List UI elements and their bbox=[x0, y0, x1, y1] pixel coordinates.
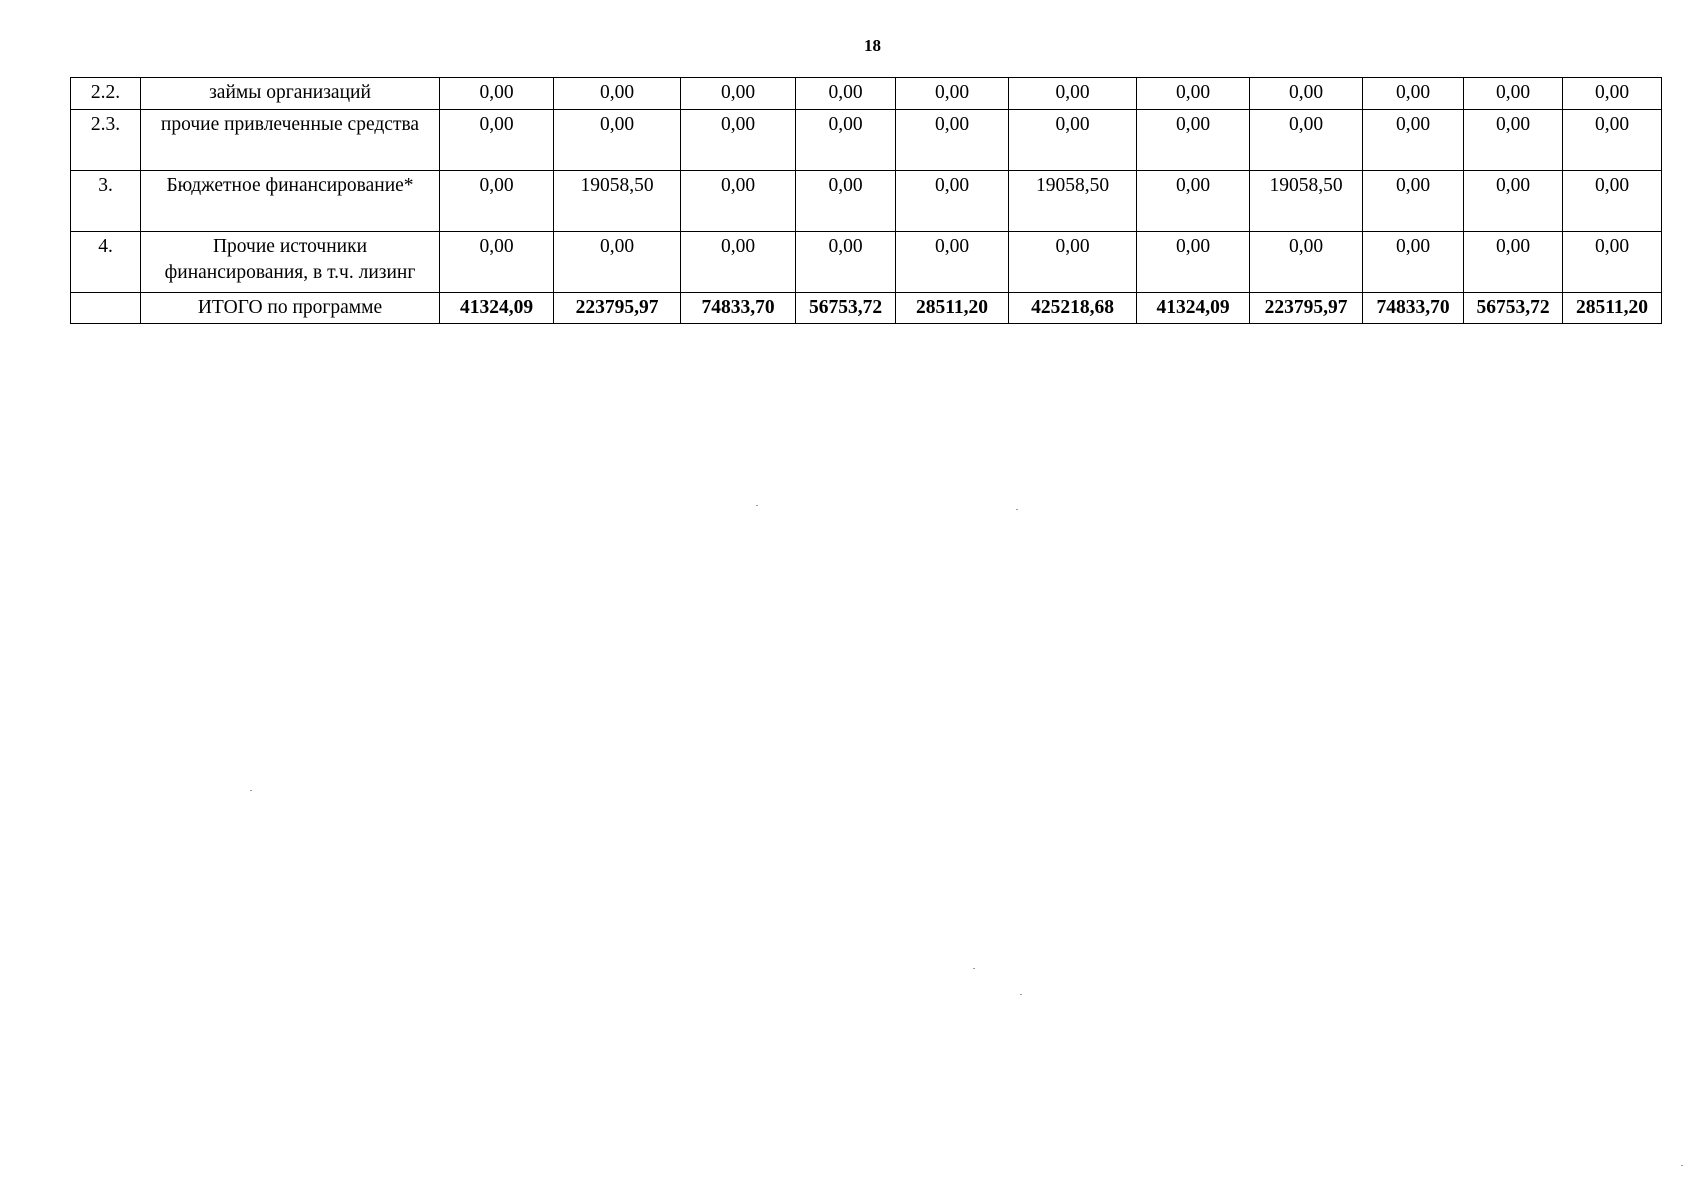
value-cell: 0,00 bbox=[1137, 78, 1250, 110]
value-cell: 0,00 bbox=[1363, 110, 1464, 171]
value-cell: 19058,50 bbox=[1009, 171, 1137, 232]
row-name: Бюджетное финансирование* bbox=[141, 171, 440, 232]
total-value-cell: 223795,97 bbox=[554, 293, 681, 324]
row-number: 2.3. bbox=[71, 110, 141, 171]
total-value-cell: 56753,72 bbox=[1464, 293, 1563, 324]
total-value-cell: 223795,97 bbox=[1250, 293, 1363, 324]
value-cell: 0,00 bbox=[796, 232, 896, 293]
financing-table bbox=[70, 77, 1662, 324]
value-cell: 0,00 bbox=[1250, 232, 1363, 293]
scan-speck bbox=[1020, 994, 1022, 995]
total-label: ИТОГО по программе bbox=[141, 293, 440, 324]
value-cell: 0,00 bbox=[681, 171, 796, 232]
value-cell: 0,00 bbox=[1250, 78, 1363, 110]
total-value-cell: 74833,70 bbox=[1363, 293, 1464, 324]
total-value-cell: 41324,09 bbox=[440, 293, 554, 324]
table-row bbox=[71, 171, 1662, 232]
value-cell: 0,00 bbox=[1137, 232, 1250, 293]
value-cell: 0,00 bbox=[1009, 232, 1137, 293]
value-cell: 0,00 bbox=[440, 110, 554, 171]
value-cell: 0,00 bbox=[1563, 110, 1662, 171]
scan-speck bbox=[250, 790, 252, 791]
total-value-cell: 28511,20 bbox=[1563, 293, 1662, 324]
row-number: 4. bbox=[71, 232, 141, 293]
value-cell: 0,00 bbox=[440, 232, 554, 293]
value-cell: 0,00 bbox=[896, 110, 1009, 171]
value-cell: 0,00 bbox=[796, 78, 896, 110]
page-number: 18 bbox=[864, 36, 881, 55]
table-row bbox=[71, 78, 1662, 110]
value-cell: 0,00 bbox=[1009, 110, 1137, 171]
value-cell: 19058,50 bbox=[554, 171, 681, 232]
value-cell: 0,00 bbox=[554, 110, 681, 171]
value-cell: 0,00 bbox=[440, 171, 554, 232]
value-cell: 19058,50 bbox=[1250, 171, 1363, 232]
total-value-cell: 56753,72 bbox=[796, 293, 896, 324]
value-cell: 0,00 bbox=[1137, 171, 1250, 232]
value-cell: 0,00 bbox=[554, 78, 681, 110]
value-cell: 0,00 bbox=[1464, 78, 1563, 110]
row-name: прочие привлеченные средства bbox=[141, 110, 440, 171]
value-cell: 0,00 bbox=[1563, 232, 1662, 293]
value-cell: 0,00 bbox=[796, 110, 896, 171]
value-cell: 0,00 bbox=[681, 232, 796, 293]
value-cell: 0,00 bbox=[554, 232, 681, 293]
scan-speck bbox=[1681, 1165, 1683, 1166]
row-name: Прочие источники финансирования, в т.ч. лизинг bbox=[141, 232, 440, 293]
value-cell: 0,00 bbox=[896, 232, 1009, 293]
value-cell: 0,00 bbox=[1563, 78, 1662, 110]
total-value-cell: 425218,68 bbox=[1009, 293, 1137, 324]
value-cell: 0,00 bbox=[681, 110, 796, 171]
scan-speck bbox=[1016, 509, 1018, 510]
row-number: 2.2. bbox=[71, 78, 141, 110]
row-number bbox=[71, 293, 141, 324]
total-value-cell: 28511,20 bbox=[896, 293, 1009, 324]
value-cell: 0,00 bbox=[1137, 110, 1250, 171]
value-cell: 0,00 bbox=[896, 171, 1009, 232]
value-cell: 0,00 bbox=[1464, 232, 1563, 293]
scan-speck bbox=[756, 505, 758, 506]
value-cell: 0,00 bbox=[681, 78, 796, 110]
value-cell: 0,00 bbox=[440, 78, 554, 110]
value-cell: 0,00 bbox=[796, 171, 896, 232]
scan-speck bbox=[973, 968, 975, 969]
value-cell: 0,00 bbox=[1464, 110, 1563, 171]
value-cell: 0,00 bbox=[896, 78, 1009, 110]
total-value-cell: 74833,70 bbox=[681, 293, 796, 324]
value-cell: 0,00 bbox=[1363, 232, 1464, 293]
table-row bbox=[71, 110, 1662, 171]
value-cell: 0,00 bbox=[1464, 171, 1563, 232]
total-value-cell: 41324,09 bbox=[1137, 293, 1250, 324]
value-cell: 0,00 bbox=[1563, 171, 1662, 232]
value-cell: 0,00 bbox=[1363, 171, 1464, 232]
row-number: 3. bbox=[71, 171, 141, 232]
table-row bbox=[71, 232, 1662, 293]
value-cell: 0,00 bbox=[1009, 78, 1137, 110]
total-row bbox=[71, 293, 1662, 324]
value-cell: 0,00 bbox=[1363, 78, 1464, 110]
row-name: займы организаций bbox=[141, 78, 440, 110]
value-cell: 0,00 bbox=[1250, 110, 1363, 171]
